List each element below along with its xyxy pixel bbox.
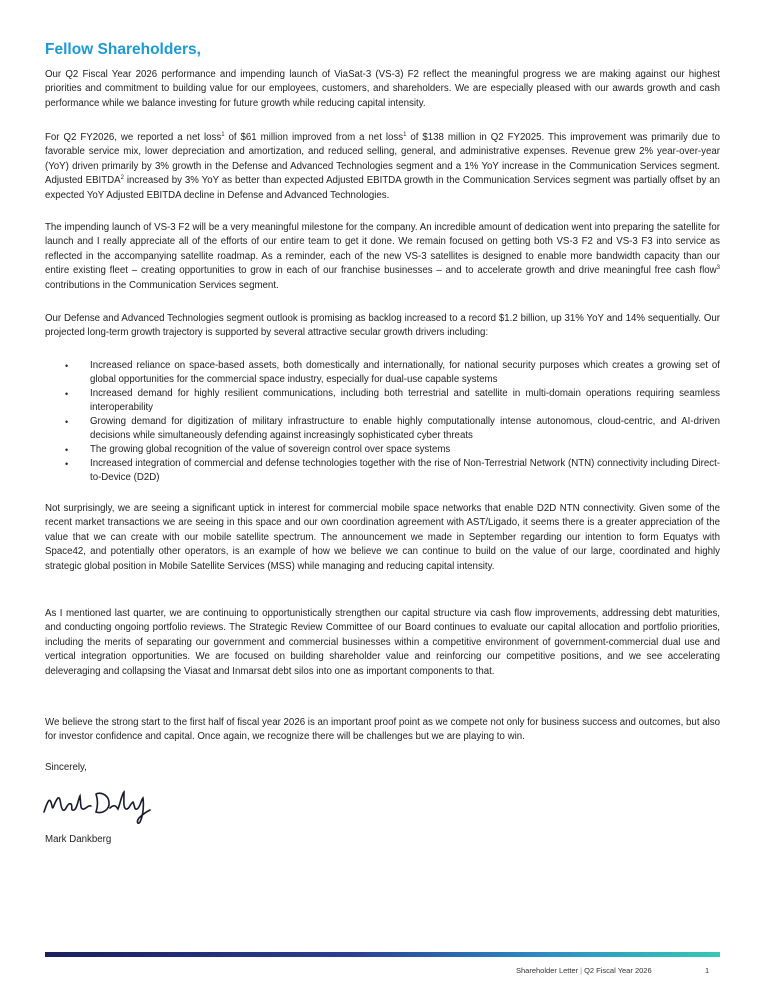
paragraph-text: Our Q2 Fiscal Year 2026 performance and impending launch of ViaSat-3 (VS-3) F2 reflect the meaningful progress we are making against our highest priorities and commitment to building value for our employees, customers, and shareholders. We are especially pleased with our awards growth and cash performance while we balance investing for future growth while reducing capital intensity. bbox=[45, 69, 720, 109]
list-item: • Increased integration of commercial and defense technologies together with the rise of Non-Terrestrial Network (NTN) connectivity including Direct-to-Device (D2D) bbox=[65, 458, 720, 483]
bullet-icon: • bbox=[65, 459, 69, 469]
footnote-ref: 1 bbox=[221, 131, 225, 138]
paragraph-vs3-launch bbox=[45, 221, 720, 293]
bullet-icon: • bbox=[65, 417, 69, 427]
bullet-icon: • bbox=[65, 361, 69, 371]
paragraph-text: For Q2 FY2026, we reported a net loss$^1$ of $61 million improved from a net loss$^1$ of $138 million in Q2 FY2025. This improvement was primarily due to favorable service mix, lower depreciation and amortization, and reduced selling, general, and administrative expenses. Revenue grew 2% year-over-year (YoY) driven primarily by 3% growth in the Defense and Advanced Technologies segment and a 1% YoY increase in the Communication Services segment. Adjusted EBITDA$^2$ increased by 3% YoY as better than expected Adjusted EBITDA growth in the Communication Services segment was partially offset by an expected YoY Adjusted EBITDA decline in Defense and Advanced Technologies. bbox=[45, 131, 721, 201]
footer-period: Q2 Fiscal Year 2026 bbox=[584, 966, 652, 975]
footer-doc-name: Shareholder Letter bbox=[516, 966, 579, 975]
footnote-ref: 2 bbox=[120, 174, 124, 181]
paragraph-intro bbox=[45, 68, 720, 111]
list-item: • The growing global recognition of the value of sovereign control over space systems bbox=[65, 444, 451, 455]
paragraph-defense-outlook bbox=[45, 312, 720, 341]
list-item: • Growing demand for digitization of military infrastructure to enable highly computationally intense autonomous, cloud-centric, and AI-driven decisions while simultaneously defending against increasingly sophisticated cyber threats bbox=[65, 416, 720, 441]
paragraph-capital-structure bbox=[45, 607, 720, 679]
paragraph-text: Not surprisingly, we are seeing a significant uptick in interest for commercial mobile space networks that enable D2D NTN connectivity. Given some of the recent market transactions we are seeing in this space and our own coordination agreement with AST/Ligado, it seems there is a greater appreciation of the value that we can create with our mobile satellite spectrum. The announcement we made in September regarding our intention to form Equatys with Space42, and potentially other operators, is an example of how we believe we can continue to build on the value of our large, coordinated and highly strategic global position in Mobile Satellite Services (MSS) while managing and reducing capital intensity. bbox=[45, 503, 720, 572]
paragraph-d2d-ntn bbox=[45, 502, 720, 574]
signer-name: Mark Dankberg bbox=[45, 834, 112, 845]
paragraph-text: We believe the strong start to the first half of fiscal year 2026 is an important proof point as we compete not only for business success and outcomes, but also for investor confidence and capital. Once again, we recognize there will be challenges but we are playing to win. bbox=[45, 717, 720, 743]
paragraph-financials bbox=[45, 131, 720, 203]
paragraph-text: As I mentioned last quarter, we are continuing to opportunistically strengthen our capital structure via cash flow improvements, addressing debt maturities, and conducting ongoing portfolio reviews. The Strategic Review Committee of our Board continues to evaluate our capital allocation and portfolio priorities, including the merits of separating our government and commercial businesses within a competitive environment of government-commercial dual use and vertical integration opportunities. We are focused on building shareholder value and reinforcing our competitive positions, and we see accelerating deleveraging and collapsing the Viasat and Inmarsat debt silos into one as important components to that. bbox=[45, 608, 720, 677]
footer-separator: | bbox=[580, 966, 583, 975]
page-title: Fellow Shareholders, bbox=[45, 41, 201, 58]
bullet-icon: • bbox=[65, 389, 69, 399]
list-item: • Increased demand for highly resilient communications, including both terrestrial and satellite in multi-domain operations requiring seamless interoperability bbox=[65, 388, 720, 413]
list-item: • Increased reliance on space-based assets, both domestically and internationally, for national security purposes which creates a growing set of global opportunities for the commercial space industry, especially for dual-use capable systems bbox=[65, 360, 720, 385]
footnote-ref: 1 bbox=[403, 131, 407, 138]
paragraph-closing-remarks bbox=[45, 716, 720, 745]
footnote-ref: 3 bbox=[716, 264, 720, 271]
footer-gradient-bar bbox=[45, 952, 720, 957]
signature-image bbox=[40, 782, 160, 827]
page-number: 1 bbox=[705, 966, 710, 975]
paragraph-text: The impending launch of VS-3 F2 will be a very meaningful milestone for the company. An incredible amount of dedication went into preparing the satellite for launch and I really appreciate all of the efforts of our entire team to get it done. We remain focused on getting both VS-3 F2 and VS-3 F3 into service as reflected in the accompanying satellite roadmap. As a reminder, each of the new VS-3 satellites is designed to enable more bandwidth capacity than our entire existing fleet – creating opportunities to grow in each of our franchise businesses – and to accelerate growth and drive meaningful free cash flow$^3$ contributions in the Communication Services segment. bbox=[45, 222, 720, 291]
paragraph-text: Our Defense and Advanced Technologies segment outlook is promising as backlog increased to a record $1.2 billion, up 31% YoY and 14% sequentially. Our projected long-term growth trajectory is supported by several attractive secular growth drivers including: bbox=[45, 313, 720, 339]
footer-label bbox=[516, 966, 652, 975]
bullet-icon: • bbox=[65, 445, 69, 455]
closing-salutation: Sincerely, bbox=[45, 762, 87, 773]
growth-drivers-list bbox=[45, 359, 720, 485]
